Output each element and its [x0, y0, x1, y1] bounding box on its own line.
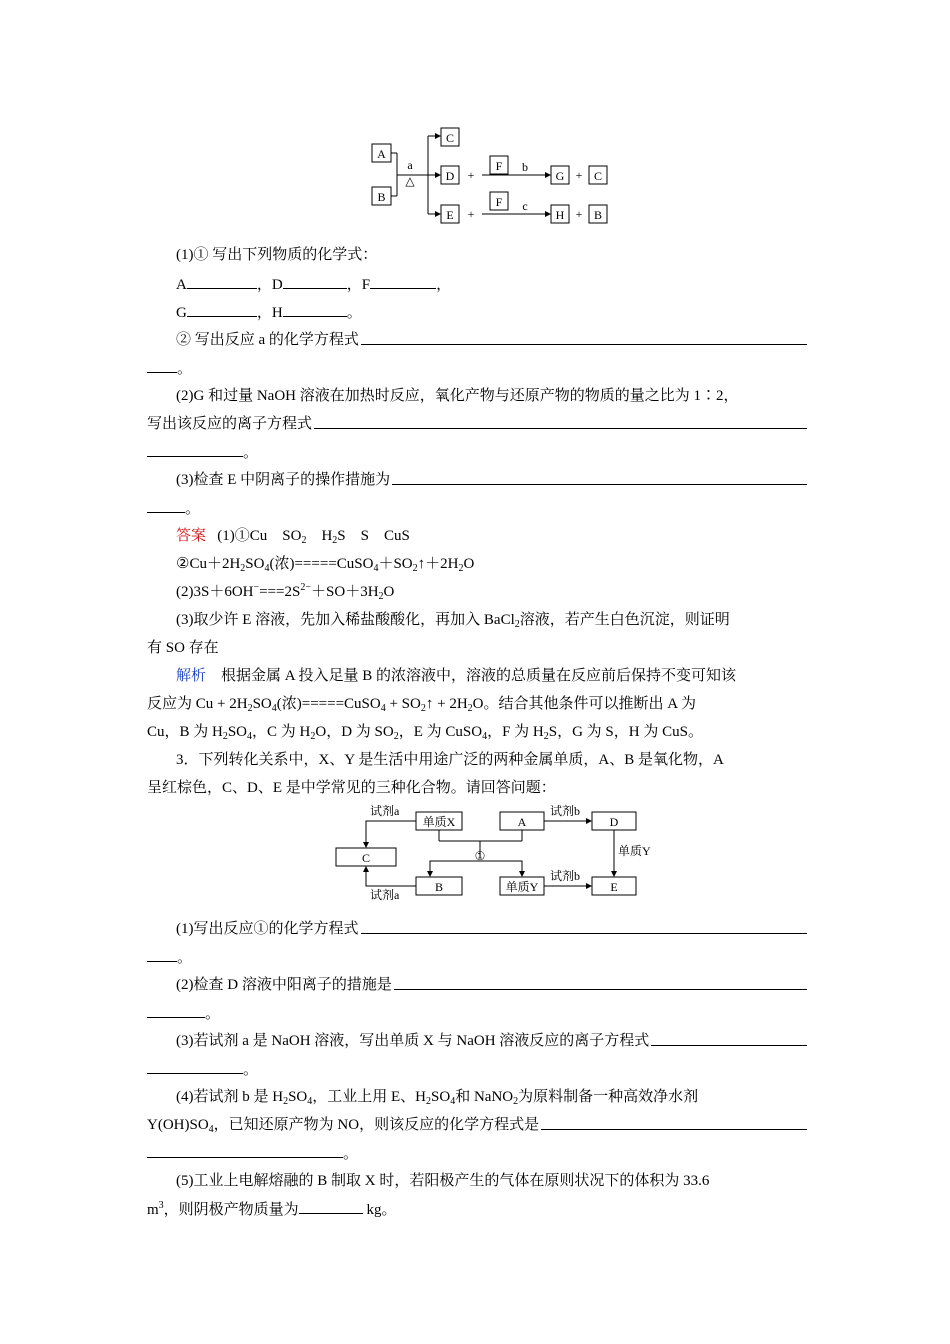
blank-D[interactable] — [283, 274, 347, 289]
plus-1: + — [467, 168, 475, 182]
plus-2: + — [467, 207, 475, 221]
answer-line1: 答案 (1)①Cu $SO_2$ $H_2S$ S CuS — [176, 528, 410, 546]
q3-part2-tail: 。 — [147, 1003, 807, 1024]
blank-q3-1-tail[interactable] — [147, 947, 177, 962]
blank-q3-3[interactable] — [651, 1031, 807, 1046]
blank-equation-a[interactable] — [361, 330, 807, 345]
q2-part3-tail: 。 — [147, 498, 807, 519]
q3-part3-tail: 。 — [147, 1059, 807, 1080]
answer-line5: 有 SO 存在 — [147, 640, 219, 656]
label-A: A — [377, 147, 386, 161]
analysis-line2: 反应为 $Cu + 2H_2SO_4$(浓)=====CuSO$_4$ + $SO_2↑ + 2H_2O$。结合其他条件可以推断出 A 为 — [147, 696, 696, 714]
condition-c: c — [522, 199, 528, 213]
blank-q3-4-tail[interactable] — [147, 1143, 343, 1158]
reaction-diagram-2 — [330, 800, 660, 904]
blank-ionic-eq-tail[interactable] — [147, 442, 243, 457]
label-ydan: 单质Y — [505, 880, 539, 894]
answer-line2: $②Cu+2H_2SO_4$(浓)$=====CuSO_4+SO_2↑+2H_2O$ — [176, 556, 475, 574]
label-reagent-a-bottom: 试剂a — [370, 888, 400, 902]
label-reagent-b-bottom: 试剂b — [550, 869, 581, 883]
blank-H[interactable] — [283, 302, 347, 317]
q2-part2-tail: 。 — [147, 442, 807, 463]
label-H: H — [555, 208, 565, 222]
label-C3: C — [361, 851, 371, 865]
q2-part2-b: 写出该反应的离子方程式 — [147, 414, 807, 434]
blank-anion-test[interactable] — [392, 470, 807, 485]
q2-part1-equation: ② 写出反应 a 的化学方程式 — [176, 330, 807, 350]
q3-part1-tail: 。 — [147, 947, 807, 968]
condition-b: b — [522, 160, 528, 174]
label-E2: E — [610, 880, 618, 894]
label-reagent-b-top: 试剂b — [550, 804, 581, 818]
label-F2: F — [495, 195, 503, 209]
label-xdan: 单质X — [422, 815, 456, 829]
label-C2: C — [593, 169, 603, 183]
q3-part4-tail: 。 — [147, 1143, 807, 1164]
q3-intro1: 3．下列转化关系中，X、Y 是生活中用途广泛的两种金属单质，A、B 是氧化物，A — [176, 752, 724, 768]
label-B2: B — [593, 208, 603, 222]
plus-3: + — [575, 168, 583, 182]
analysis-line1: 解析 根据金属 A 投入足量 B 的浓溶液中，溶液的总质量在反应前后保持不变可知该 — [176, 668, 737, 684]
analysis-line3: Cu，B 为 $H_2SO_4$，C 为 $H_2O$，D 为 $SO_2$，E 为 CuSO$_4$，F 为 $H_2S$，G 为 S，H 为 CuS。 — [147, 724, 703, 742]
analysis-label: 解析 — [176, 668, 207, 684]
q2-part1-tail: 。 — [147, 358, 807, 379]
label-reaction-1: ① — [474, 849, 486, 863]
condition-heat: △ — [405, 174, 415, 188]
label-F1: F — [495, 159, 503, 173]
blank-F[interactable] — [370, 274, 436, 289]
q2-part3: (3)检查 E 中阴离子的操作措施为 — [176, 470, 807, 490]
blank-ionic-eq[interactable] — [314, 414, 807, 429]
q2-part1-prompt: (1)① 写出下列物质的化学式： — [176, 247, 378, 263]
label-G: G — [555, 169, 565, 183]
label-A2: A — [517, 815, 527, 829]
blank-equation-a-tail[interactable] — [147, 358, 177, 373]
blank-anion-test-tail[interactable] — [147, 498, 185, 513]
q3-part5-b: $m^3$，则阴极产物质量为 kg。 — [147, 1200, 397, 1218]
answer-label: 答案 — [176, 528, 207, 544]
q2-part2: (2)G 和过量 NaOH 溶液在加热时反应，氧化产物与还原产物的物质的量之比为 1∶2， — [176, 388, 739, 404]
blank-G[interactable] — [187, 302, 257, 317]
reaction-diagram-1 — [365, 118, 625, 230]
q3-intro2: 呈红棕色，C、D、E 是中学常见的三种化合物。请回答问题： — [147, 780, 556, 796]
condition-a: a — [407, 158, 413, 172]
q2-blanks-row1: A ，D ，F ， — [176, 274, 807, 295]
answer-line3: $(2)3S+6OH^-===2S^{2-}+SO+3H_2O$ — [176, 582, 395, 602]
plus-4: + — [575, 207, 583, 221]
blank-q3-4[interactable] — [541, 1115, 807, 1130]
blank-q3-2-tail[interactable] — [147, 1003, 205, 1018]
blank-q3-1[interactable] — [361, 919, 808, 934]
blank-q3-5[interactable] — [299, 1199, 363, 1214]
blank-q3-3-tail[interactable] — [147, 1059, 243, 1074]
q3-part4: (4)若试剂 b 是 $H_2SO_4$，工业上用 E、$H_2SO_4$和 NaNO$_2$为原料制备一种高效净水剂 — [176, 1089, 699, 1107]
label-D2: D — [609, 815, 619, 829]
q3-part2: (2)检查 D 溶液中阳离子的措施是 — [176, 975, 807, 995]
label-C: C — [445, 131, 455, 145]
q2-blanks-row2: G ，H 。 — [176, 302, 807, 323]
label-D: D — [445, 169, 455, 183]
q3-part3: (3)若试剂 a 是 NaOH 溶液，写出单质 X 与 NaOH 溶液反应的离子方程式 — [176, 1031, 807, 1051]
q3-part1: (1)写出反应①的化学方程式 — [176, 919, 807, 939]
q3-part5: (5)工业上电解熔融的 B 制取 X 时，若阳极产生的气体在原则状况下的体积为 33.6 — [176, 1173, 710, 1189]
blank-A[interactable] — [187, 274, 257, 289]
label-B: B — [377, 190, 386, 204]
answer-line4: (3)取少许 E 溶液，先加入稀盐酸酸化，再加入 BaCl$_2$溶液，若产生白色沉淀，则证明 — [176, 612, 730, 630]
label-single-y: 单质Y — [618, 844, 651, 858]
label-B3: B — [434, 880, 444, 894]
blank-q3-2[interactable] — [394, 975, 807, 990]
label-E: E — [446, 208, 454, 222]
label-reagent-a-top: 试剂a — [370, 804, 400, 818]
q3-part4-b: $Y(OH)SO_4$，已知还原产物为 NO，则该反应的化学方程式是 — [147, 1115, 807, 1135]
